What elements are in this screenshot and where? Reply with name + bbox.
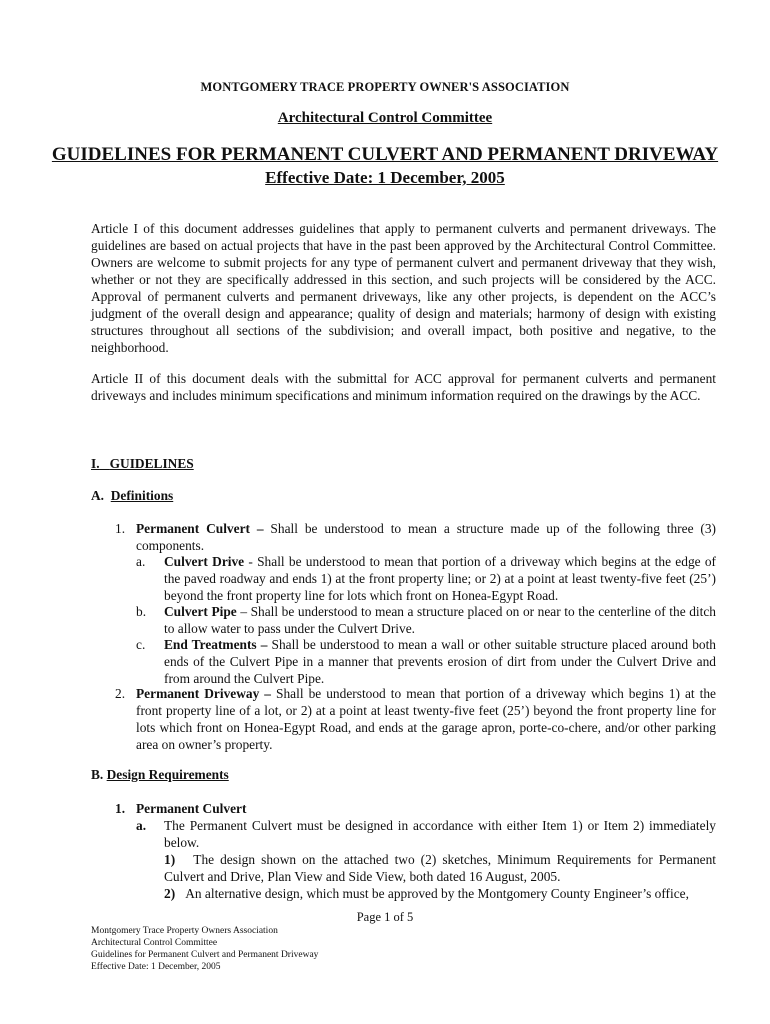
option-body: The design shown on the attached two (2) sketches, Minimum Requirements for Permanent Culvert and Drive, Plan View and Side View, both dated 16 August, 2005. (164, 852, 716, 884)
committee-name-text: Architectural Control Committee (277, 110, 493, 126)
section-title: GUIDELINES (109, 456, 194, 471)
intro-paragraph-2: Article II of this document deals with the submittal for ACC approval for permanent culverts and permanent driveways and includes minimum specifications and minimum information required on the drawings by the ACC. (91, 371, 716, 403)
item-body: The Permanent Culvert must be designed in accordance with either Item 1) or Item 2) immediately below. (164, 818, 716, 850)
item-number: 2. (115, 686, 126, 701)
item-body: Shall be understood to mean a structure made up of the following three (3) components. (136, 521, 717, 553)
item-text (136, 520, 716, 554)
design-option-1 (0, 851, 770, 885)
definition-item-b (0, 603, 770, 637)
item-text (164, 553, 716, 604)
footer-line-3: Guidelines for Permanent Culvert and Permanent Driveway (91, 950, 319, 960)
option-text (164, 851, 716, 885)
footer-line-2: Architectural Control Committee (91, 938, 218, 948)
item-letter: a. (136, 554, 146, 569)
item-number: 1. (115, 801, 126, 816)
page-number: Page 1 of 5 (356, 910, 414, 924)
document-title: GUIDELINES FOR PERMANENT CULVERT AND PERMANENT DRIVEWAY (51, 144, 719, 165)
item-letter: b. (136, 604, 147, 619)
subsection-heading-design-requirements (91, 767, 229, 783)
item-text (164, 636, 716, 687)
option-number: 2) (164, 886, 176, 901)
item-text (164, 603, 716, 637)
design-option-2 (0, 885, 770, 902)
footer-line-1: Montgomery Trace Property Owners Association (91, 926, 278, 936)
committee-name (0, 110, 770, 127)
option-number: 1) (164, 852, 176, 867)
definition-item-c (0, 636, 770, 687)
organization-name: MONTGOMERY TRACE PROPERTY OWNER'S ASSOCIATION (200, 80, 570, 94)
item-body: - Shall be understood to mean that portion of a driveway which begins at the edge of the paved roadway and ends 1) at the front property line; or 2) at a point at least twenty-five feet (25’) beyond the front property line for lots which front on Honea-Egypt Road. (164, 554, 716, 603)
footer-line-4: Effective Date: 1 December, 2005 (91, 962, 221, 972)
item-number: 1. (115, 521, 126, 536)
item-lead: Culvert Pipe (164, 604, 237, 619)
section-number: I. (91, 456, 100, 471)
subsection-title: Definitions (110, 488, 174, 503)
definition-item-a (0, 553, 770, 604)
design-item-a (0, 817, 770, 851)
page-footer (91, 925, 318, 973)
effective-date: Effective Date: 1 December, 2005 (265, 168, 505, 187)
subsection-letter: B. (91, 767, 104, 782)
intro-paragraph-1: Article I of this document addresses guidelines that apply to permanent culverts and permanent driveways. The guidelines are based on actual projects that have in the past been approved by the Architectural Control Committee. Owners are welcome to submit projects for any type of permanent culvert and permanent driveway that they wish, whether or not they are specifically addressed in this section, and such projects will be considered by the ACC. Approval of permanent culverts and permanent driveways, like any other projects, is dependent on the ACC’s judgment of the overall design and appearance; quality of design and materials; harmony of design with existing structures throughout all sections of the subdivision; and overall impact, both positive and negative, to the neighborhood. (91, 221, 716, 355)
item-letter: c. (136, 637, 146, 652)
definition-item-1 (0, 520, 770, 554)
item-body: – Shall be understood to mean a structure placed on or near to the centerline of the ditch to allow water to pass under the Culvert Drive. (164, 604, 716, 636)
item-body: Shall be understood to mean that portion of a driveway which begins 1) at the front property line of a lot, or 2) at a point at least twenty-five feet (25’) beyond the front property line for lots which front on Honea-Egypt Road, and ends at the garage apron, porte-co-chere, and/or other parking area on owner’s property. (136, 686, 717, 752)
item-lead: Culvert Drive (164, 554, 245, 569)
item-text (136, 685, 716, 753)
item-body: Shall be understood to mean a wall or other suitable structure placed around both ends of the Culvert Pipe in a manner that prevents erosion of dirt from under the Culvert Drive and from around the Culvert Pipe. (164, 637, 716, 686)
item-lead: Permanent Driveway – (136, 686, 271, 701)
item-lead: Permanent Culvert – (136, 521, 264, 536)
item-letter: a. (136, 818, 147, 833)
item-lead: End Treatments – (164, 637, 268, 652)
subsection-title: Design Requirements (106, 767, 229, 782)
section-heading-guidelines (91, 456, 194, 472)
item-title: Permanent Culvert (136, 801, 247, 816)
design-item-1 (0, 800, 770, 817)
subsection-letter: A. (91, 488, 105, 503)
subsection-heading-definitions (91, 488, 173, 504)
definition-item-2 (0, 685, 770, 753)
option-text (164, 885, 716, 902)
option-body: An alternative design, which must be approved by the Montgomery County Engineer’s office, (185, 886, 689, 901)
